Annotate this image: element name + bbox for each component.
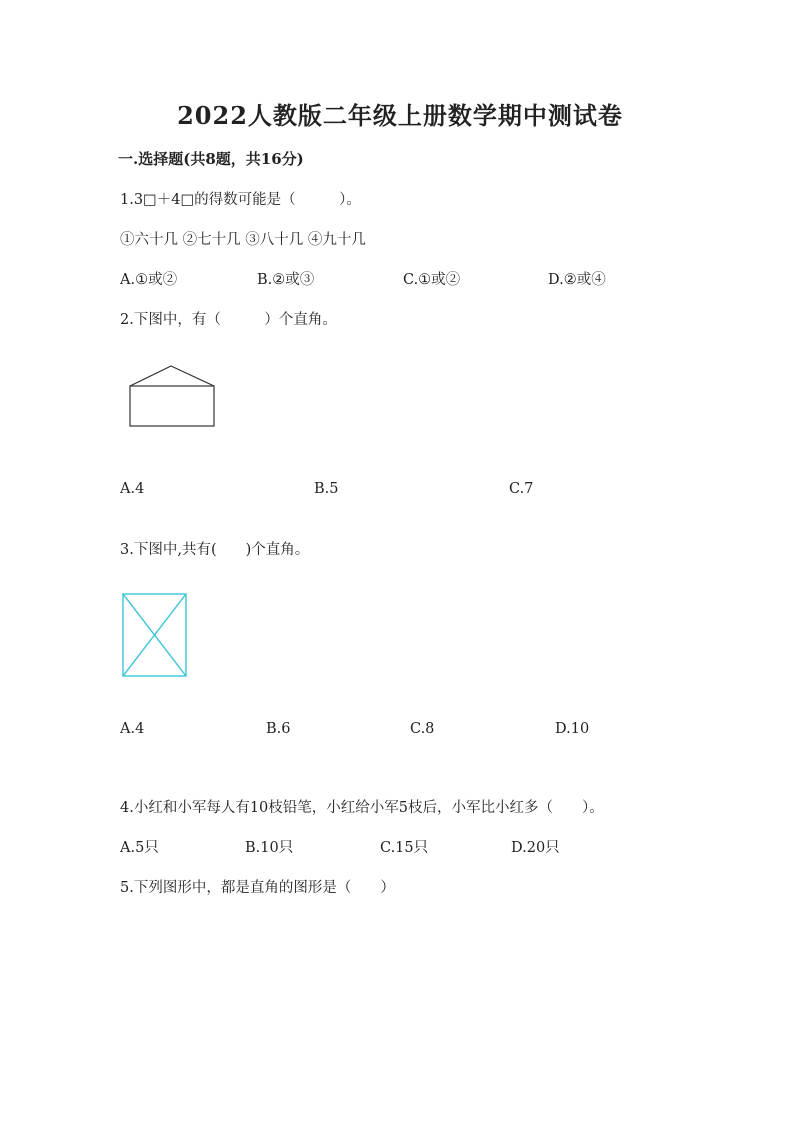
question-1-option-a[interactable]: A.①或② [120, 272, 178, 288]
question-1-stem: 1.3□＋4□的得数可能是（ ）。 [120, 192, 361, 208]
question-3-figure [121, 592, 189, 678]
question-4-option-b[interactable]: B.10只 [245, 840, 294, 856]
question-3-stem: 3.下图中,共有( )个直角。 [120, 542, 310, 558]
page-title: 2022人教版二年级上册数学期中测试卷 [177, 101, 623, 130]
question-3-option-b[interactable]: B.6 [266, 721, 291, 737]
question-4-option-a[interactable]: A.5只 [120, 840, 159, 856]
question-1-choices: ①六十几 ②七十几 ③八十几 ④九十几 [120, 232, 366, 248]
question-2-option-a[interactable]: A.4 [120, 481, 145, 497]
question-3-option-c[interactable]: C.8 [410, 721, 435, 737]
question-1-option-c[interactable]: C.①或② [403, 272, 461, 288]
question-2-option-c[interactable]: C.7 [509, 481, 534, 497]
section-heading: 一.选择题(共8题，共16分) [118, 150, 304, 168]
question-4-option-c[interactable]: C.15只 [380, 840, 429, 856]
question-1-option-b[interactable]: B.②或③ [257, 272, 315, 288]
question-2-stem: 2.下图中，有（ ）个直角。 [120, 312, 337, 328]
question-3-option-d[interactable]: D.10 [555, 721, 590, 737]
question-2-option-b[interactable]: B.5 [314, 481, 339, 497]
question-4-stem: 4.小红和小军每人有10枝铅笔，小红给小军5枝后，小军比小红多（ ）。 [120, 800, 604, 816]
question-4-option-d[interactable]: D.20只 [511, 840, 560, 856]
question-3-option-a[interactable]: A.4 [120, 721, 145, 737]
question-2-figure [128, 364, 218, 430]
question-5-stem: 5.下列图形中，都是直角的图形是（ ） [120, 880, 395, 896]
question-1-option-d[interactable]: D.②或④ [548, 272, 606, 288]
